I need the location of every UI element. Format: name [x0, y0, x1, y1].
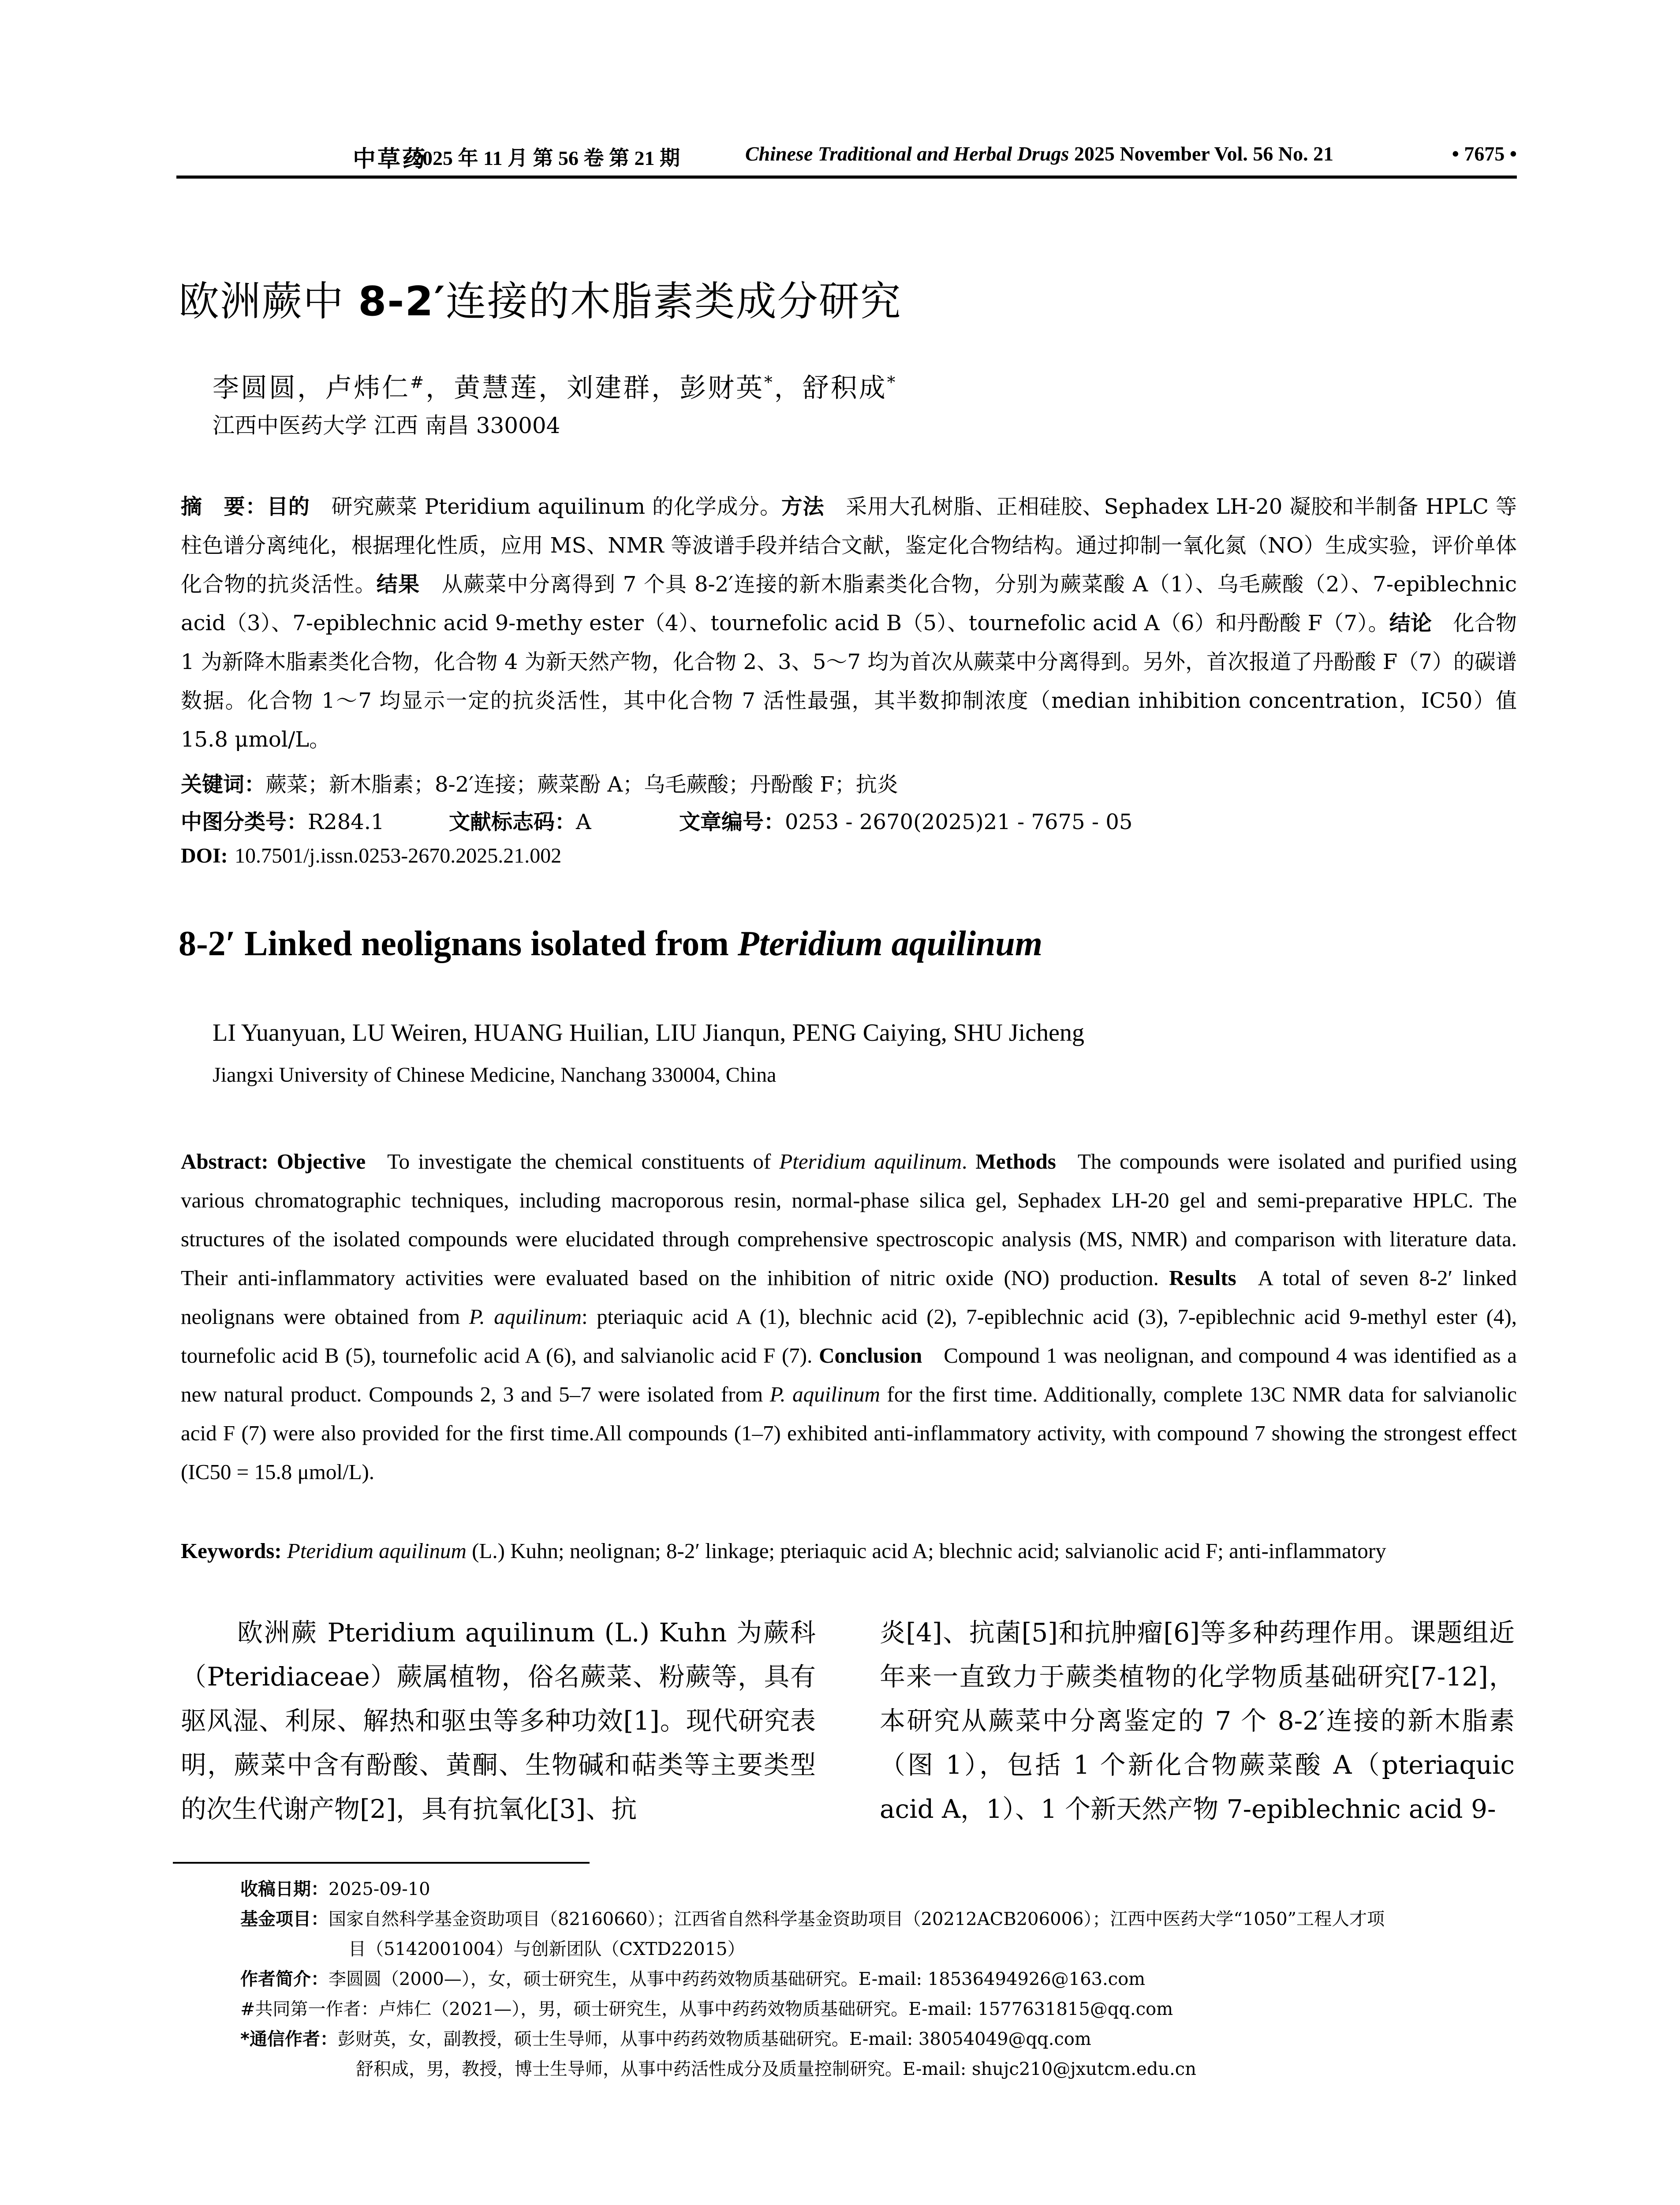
objective-species-en: Pteridium aquilinum — [779, 1149, 962, 1174]
header-rule — [176, 176, 1517, 179]
authors-cn: 李圆圆，卢炜仁#，黄慧莲，刘建群，彭财英*，舒积成* — [213, 372, 897, 404]
document-code — [449, 805, 591, 835]
title-en-species: Pteridium aquilinum — [737, 924, 1043, 963]
objective-label-cn: 目的 — [267, 494, 310, 519]
journal-name-en: Chinese Traditional and Herbal Drugs — [745, 142, 1069, 165]
author-bio-label: 作者简介： — [240, 1969, 329, 1989]
keywords-cn — [181, 767, 898, 798]
issue-info-en — [745, 142, 1333, 165]
conclusion-label-cn: 结论 — [1389, 611, 1432, 635]
footnote-rule — [173, 1862, 590, 1864]
keywords-cn-value: 蕨菜；新木脂素；8-2′连接；蕨菜酚 A；乌毛蕨酸；丹酚酸 F；抗炎 — [265, 772, 898, 797]
corresponding-author-2: 舒积成，男，教授，博士生导师，从事中药活性成分及质量控制研究。E-mail: shujc210@jxutcm.edu.cn — [356, 2059, 1196, 2079]
author-cn — [454, 373, 538, 404]
objective-label-en: Objective — [276, 1149, 366, 1174]
author-name: 卢炜仁 — [325, 373, 410, 404]
objective-end: . — [962, 1149, 967, 1174]
abstract-en-label: Abstract: — [181, 1149, 269, 1174]
fund-label: 基金项目： — [240, 1909, 329, 1929]
issue-details-en: 2025 November Vol. 56 No. 21 — [1074, 142, 1334, 165]
received-label: 收稿日期： — [240, 1879, 329, 1899]
author-cn — [803, 373, 897, 404]
issue-info-cn: 2025 年 11 月 第 56 卷 第 21 期 — [412, 147, 680, 169]
keywords-en-species: Pteridium aquilinum — [287, 1539, 467, 1563]
article-number — [679, 805, 1132, 835]
author-name: 黄慧莲 — [454, 373, 539, 404]
conclusion-label-en: Conclusion — [819, 1343, 922, 1368]
authors-en: LI Yuanyuan, LU Weiren, HUANG Huilian, LIU Jianqun, PENG Caiying, SHU Jicheng — [213, 1019, 1084, 1046]
corresponding-value: 彭财英，女，副教授，硕士生导师，从事中药药效物质基础研究。E-mail: 38054049@qq.com — [337, 2029, 1091, 2049]
article-no-label: 文章编号： — [679, 810, 785, 834]
author-cn — [325, 373, 426, 404]
author-name: 李圆圆 — [213, 373, 297, 404]
doi-label: DOI: — [181, 844, 228, 867]
keywords-en-label: Keywords: — [181, 1539, 282, 1563]
clc-label: 中图分类号： — [181, 810, 308, 834]
doi-value[interactable]: 10.7501/j.issn.0253-2670.2025.21.002 — [234, 844, 562, 867]
co-first-author: #共同第一作者：卢炜仁（2021—），男，硕士研究生，从事中药药效物质基础研究。E-mail: 1577631815@qq.com — [240, 1999, 1173, 2019]
results-compounds-en: : pteriaquic acid A (1), blechnic acid (2), 7-epiblechnic acid (3), 7-epiblechnic acid 9-methyl ester (4), tournefolic acid B (5), tournefolic acid A (6), and salvianolic acid F (7). — [181, 1304, 1517, 1368]
doc-code-value: A — [576, 810, 591, 834]
author-bio-value: 李圆圆（2000—），女，硕士研究生，从事中药药效物质基础研究。E-mail: 18536494926@163.com — [329, 1969, 1146, 1989]
title-en — [179, 924, 1042, 964]
title-cn — [179, 269, 902, 327]
page-number: • 7675 • — [1452, 142, 1517, 165]
doi-line — [181, 843, 561, 868]
title-en-prefix: 8-2′ Linked neolignans isolated from — [179, 924, 738, 963]
body-left-column: 欧洲蕨 Pteridium aquilinum (L.) Kuhn 为蕨科（Pteridiaceae）蕨属植物，俗名蕨菜、粉蕨等，具有驱风湿、利尿、解热和驱虫等多种功效[1]。现代研究表明，蕨菜中含有酚酸、黄酮、生物碱和萜类等主要类型的次生代谢产物[2]，具有抗氧化[3]、抗 — [181, 1618, 816, 1824]
fund-info — [240, 1904, 1519, 1934]
clc-number — [181, 805, 385, 835]
methods-label-en: Methods — [975, 1149, 1056, 1174]
affiliation-cn: 江西中医药大学 江西 南昌 330004 — [213, 413, 560, 438]
author-mark: * — [764, 372, 774, 392]
received-value: 2025-09-10 — [329, 1879, 430, 1899]
objective-text-cn: 研究蕨菜 Pteridium aquilinum 的化学成分。 — [331, 494, 781, 519]
keywords-en — [181, 1538, 1386, 1563]
author-cn — [679, 373, 774, 404]
abstract-cn-label: 摘 要： — [181, 494, 267, 519]
results-label-cn: 结果 — [376, 572, 420, 597]
results-label-en: Results — [1169, 1266, 1236, 1290]
title-cn-prefix: 欧洲蕨中 — [179, 278, 358, 325]
author-mark: * — [887, 372, 897, 392]
conclusion-text-en-2: for the first time. Additionally, complete 13C NMR data for salvianolic acid F (7) were also provided for the first time.All compounds (1–7) exhibited anti-inflammatory activity, with compound 7 showing the strongest effect (IC50 = 15.8 μmol/L). — [181, 1382, 1517, 1484]
author-bio — [240, 1964, 1519, 1994]
author-cn — [213, 373, 297, 404]
fund-value: 国家自然科学基金资助项目（82160660）；江西省自然科学基金资助项目（20212ACB206006）；江西中医药大学“1050”工程人才项 — [329, 1909, 1385, 1929]
conclusion-text-en: Compound 1 was neolignan, and compound 4 was identified as a new natural product. Compounds 2, 3 and 5–7 were isolated from — [181, 1343, 1517, 1406]
corresponding-author — [240, 2024, 1519, 2054]
journal-name-cn: 中草药 — [353, 146, 427, 172]
footnotes — [240, 1874, 1519, 2084]
methods-label-cn: 方法 — [781, 494, 825, 519]
corresponding-label: *通信作者： — [240, 2029, 338, 2049]
article-no-value: 0253 - 2670(2025)21 - 7675 - 05 — [785, 810, 1133, 834]
fund-info-cont: 目（5142001004）与创新团队（CXTD22015） — [348, 1939, 745, 1959]
results-text-en: A total of seven 8-2′ linked neolignans were obtained from — [181, 1266, 1517, 1329]
keywords-en-value: (L.) Kuhn; neolignan; 8-2′ linkage; pteriaquic acid A; blechnic acid; salvianolic acid F; anti-inflammatory — [466, 1539, 1386, 1563]
conclusion-text-cn: 化合物 1 为新降木脂素类化合物，化合物 4 为新天然产物，化合物 2、3、5～7 均为首次从蕨菜中分离得到。另外，首次报道了丹酚酸 F（7）的碳谱数据。化合物 1～7 均显示一定的抗炎活性，其中化合物 7 活性最强，其半数抑制浓度（median inhibition concentration，IC50）值 15.8 μmol/L。 — [181, 611, 1517, 752]
objective-text-en: To investigate the chemical constituents of — [387, 1149, 780, 1174]
abstract-cn — [181, 487, 1517, 759]
author-name: 舒积成 — [802, 373, 887, 404]
clc-value: R284.1 — [308, 810, 385, 834]
affiliation-en: Jiangxi University of Chinese Medicine, Nanchang 330004, China — [213, 1063, 777, 1087]
results-species-en: P. aquilinum — [469, 1304, 582, 1329]
running-header — [176, 140, 1517, 172]
abstract-en — [181, 1142, 1517, 1491]
body-right-column: 炎[4]、抗菌[5]和抗肿瘤[6]等多种药理作用。课题组近年来一直致力于蕨类植物的化学物质基础研究[7-12]，本研究从蕨菜中分离鉴定的 7 个 8-2′连接的新木脂素（图 1），包括 1 个新化合物蕨菜酸 A（pteriaquic acid A，1）、1 个新天然产物 7-epiblechnic acid 9- — [880, 1618, 1515, 1824]
title-cn-suffix: 连接的木脂素类成分研究 — [445, 278, 902, 325]
author-name: 彭财英 — [679, 373, 765, 404]
author-cn — [567, 373, 651, 404]
received-date — [240, 1874, 1519, 1904]
methods-text-cn: 采用大孔树脂、正相硅胶、Sephadex LH-20 凝胶和半制备 HPLC 等柱色谱分离纯化，根据理化性质，应用 MS、NMR 等波谱手段并结合文献，鉴定化合物结构。通过抑制一氧化氮（NO）生成实验，评价单体化合物的抗炎活性。 — [181, 494, 1517, 597]
keywords-cn-label: 关键词： — [181, 772, 266, 797]
doc-code-label: 文献标志码： — [449, 810, 576, 834]
author-mark: # — [410, 372, 426, 392]
title-cn-linkage: 8-2′ — [358, 278, 446, 325]
methods-text-en: The compounds were isolated and purified using various chromatographic techniques, including macroporous resin, normal-phase silica gel, Sephadex LH-20 gel and semi-preparative HPLC. The structures of the isolated compounds were elucidated through comprehensive spectroscopic analysis (MS, NMR) and comparison with literature data. Their anti-inflammatory activities were evaluated based on the inhibition of nitric oxide (NO) production. — [181, 1149, 1517, 1290]
author-name: 刘建群 — [567, 373, 652, 404]
conclusion-species-en: P. aquilinum — [769, 1382, 880, 1406]
results-text-cn: 从蕨菜中分离得到 7 个具 8-2′连接的新木脂素类化合物，分别为蕨菜酸 A（1）、乌毛蕨酸（2）、7-epiblechnic acid（3）、7-epiblechnic acid 9-methy ester（4）、tournefolic acid B（5）、tournefolic acid A（6）和丹酚酸 F（7）。 — [181, 572, 1517, 635]
